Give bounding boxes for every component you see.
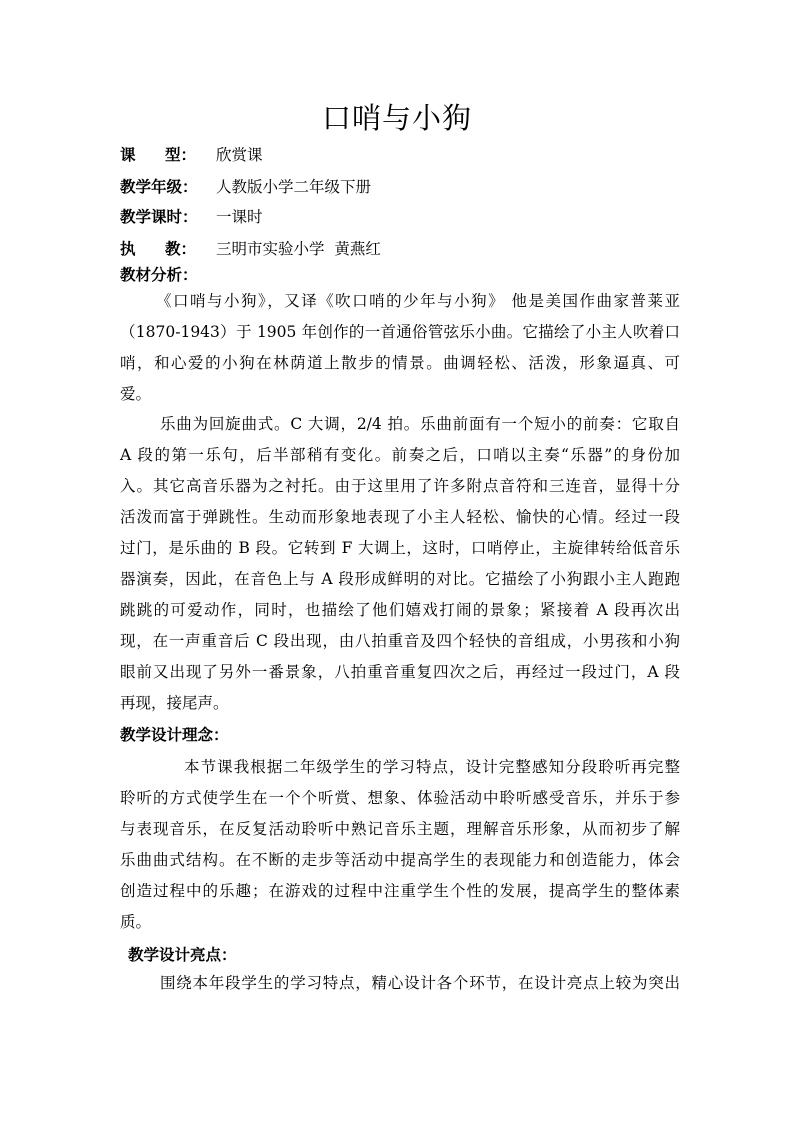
paragraph-line: A 段的第一乐句，后半部稍有变化。前奏之后，口哨以主奏“乐器”的身份加 [120,446,680,464]
paragraph-line: 乐曲为回旋曲式。C 大调，2/4 拍。乐曲前面有一个短小的前奏：它取自 [160,415,680,433]
section-heading-design: 教学设计理念： [120,725,229,744]
paragraph-line: （1870-1943）于 1905 年创作的一首通俗管弦乐小曲。它描绘了小主人吹着口 [120,323,680,341]
meta-label-grade: 教学年级： [120,177,198,196]
paragraph-line: 哨，和心爱的小狗在林荫道上散步的情景。曲调轻松、活泼，形象逼真、可 [120,354,680,372]
paragraph-line: 乐曲曲式结构。在不断的走步等活动中提高学生的表现能力和创造能力，体会 [120,851,680,869]
paragraph-line: 爱。 [120,385,152,403]
highlights-paragraph [120,968,680,999]
paragraph-line: 与表现音乐，在反复活动聆听中熟记音乐主题，理解音乐形象，从而初步了解 [120,820,680,838]
meta-value-lesson-type: 欣赏课 [216,146,263,164]
paragraph-line: 过门，是乐曲的 B 段。它转到 F 大调上，这时，口哨停止，主旋律转给低音乐 [120,539,680,557]
paragraph-line: 器演奏，因此，在音色上与 A 段形成鲜明的对比。它描绘了小狗跟小主人跑跑 [120,570,680,588]
section-heading-highlights: 教学设计亮点： [128,945,237,964]
paragraph-line: 入。其它高音乐器为之衬托。由于这里用了许多附点音符和三连音，显得十分 [120,477,680,495]
paragraph-line: 再现，接尾声。 [120,694,229,712]
meta-value-grade: 人教版小学二年级下册 [216,178,372,196]
design-paragraph [120,752,680,938]
meta-value-teacher: 三明市实验小学 黄燕红 [216,240,381,258]
paragraph-line: 质。 [120,913,152,931]
section-heading-analysis: 教材分析： [120,265,198,284]
meta-label-lesson-type-a: 课 [120,145,136,164]
paragraph-line: 聆听的方式使学生在一个个听赏、想象、体验活动中聆听感受音乐，并乐于参 [120,789,680,807]
meta-label-teacher-a: 执 [120,239,136,258]
paragraph-line: 现，在一声重音后 C 段出现，由八拍重音及四个轻快的音组成，小男孩和小狗 [120,632,680,650]
meta-label-lesson-type [120,142,196,168]
meta-label-periods: 教学课时： [120,207,198,226]
document-title: 口哨与小狗 [321,101,472,135]
paragraph-line: 眼前又出现了另外一番景象，八拍重音重复四次之后，再经过一段过门，A 段 [120,663,680,681]
paragraph-line: 跳跳的可爱动作，同时，也描绘了他们嬉戏打闹的景象；紧接着 A 段再次出 [120,601,680,619]
meta-label-lesson-type-b: 型： [164,145,196,164]
paragraph-line: 活泼而富于弹跳性。生动而形象地表现了小主人轻松、愉快的心情。经过一段 [120,508,680,526]
paragraph-line: 《口哨与小狗》，又译《吹口哨的少年与小狗》 他是美国作曲家普莱亚 [156,292,680,310]
meta-label-teacher [120,236,196,262]
analysis-paragraph-2 [120,409,680,719]
paragraph-line: 本节课我根据二年级学生的学习特点，设计完整感知分段聆听再完整 [184,758,680,776]
paragraph-line: 围绕本年段学生的学习特点，精心设计各个环节，在设计亮点上较为突出 [160,974,680,992]
meta-value-periods: 一课时 [216,208,263,226]
analysis-paragraph-1 [120,286,680,410]
meta-label-teacher-b: 教： [164,239,196,258]
paragraph-line: 创造过程中的乐趣；在游戏的过程中注重学生个性的发展，提高学生的整体素 [120,882,680,900]
